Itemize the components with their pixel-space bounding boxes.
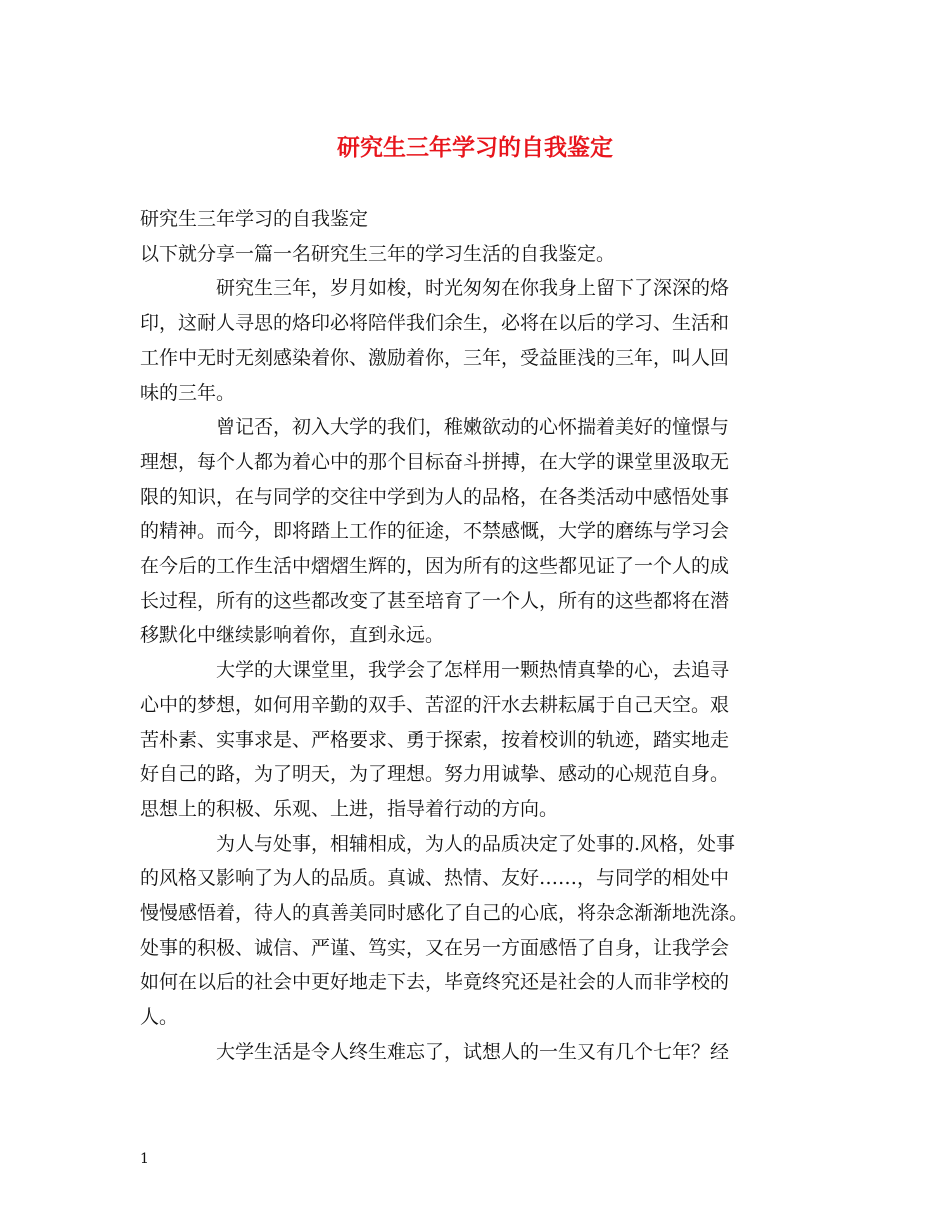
paragraph-3-line-2: 心中的梦想，如何用辛勤的双手、苦涩的汗水去耕耘属于自己天空。艰 (140, 693, 730, 716)
paragraph-3-line-4: 好自己的路，为了明天，为了理想。努力用诚挚、感动的心规范自身。 (140, 763, 730, 786)
paragraph-4-line-2: 的风格又影响了为人的品质。真诚、热情、友好……，与同学的相处中 (140, 867, 730, 890)
document-body (140, 202, 830, 1070)
paragraph-2-line-5: 在今后的工作生活中熠熠生辉的，因为所有的这些都见证了一个人的成 (140, 555, 730, 578)
paragraph-2-line-6: 长过程，所有的这些都改变了甚至培育了一个人，所有的这些都将在潜 (140, 589, 730, 612)
paragraph-3-line-3: 苦朴素、实事求是、严格要求、勇于探索，按着校训的轨迹，踏实地走 (140, 728, 730, 751)
paragraph-2-line-1: 曾记否，初入大学的我们，稚嫩欲动的心怀揣着美好的憧憬与 (216, 416, 730, 439)
paragraph-3-line-1: 大学的大课堂里，我学会了怎样用一颗热情真挚的心，去追寻 (216, 659, 730, 682)
paragraph-2-line-3: 限的知识，在与同学的交往中学到为人的品格，在各类活动中感悟处事 (140, 485, 730, 508)
paragraph-1-line-3: 工作中无时无刻感染着你、激励着你，三年，受益匪浅的三年，叫人回 (140, 346, 730, 369)
paragraph-4-line-4: 处事的积极、诚信、严谨、笃实，又在另一方面感悟了自身，让我学会 (140, 936, 730, 959)
page-number: 1 (140, 1151, 149, 1167)
paragraph-1-line-1: 研究生三年，岁月如梭，时光匆匆在你我身上留下了深深的烙 (216, 277, 730, 300)
paragraph-1-line-2: 印，这耐人寻思的烙印必将陪伴我们余生，必将在以后的学习、生活和 (140, 312, 730, 335)
paragraph-1-line-4: 味的三年。 (140, 381, 236, 404)
paragraph-3-line-5: 思想上的积极、乐观、上进，指导着行动的方向。 (140, 797, 559, 820)
paragraph-4-line-1: 为人与处事，相辅相成，为人的品质决定了处事的.风格，处事 (216, 832, 736, 855)
intro-line: 以下就分享一篇一名研究生三年的学习生活的自我鉴定。 (140, 242, 616, 265)
subtitle-line: 研究生三年学习的自我鉴定 (140, 208, 369, 230)
paragraph-4-line-5: 如何在以后的社会中更好地走下去，毕竟终究还是社会的人而非学校的 (140, 971, 730, 994)
paragraph-2-line-7: 移默化中继续影响着你，直到永远。 (140, 624, 445, 647)
paragraph-2-line-2: 理想，每个人都为着心中的那个目标奋斗拼搏，在大学的课堂里汲取无 (140, 450, 730, 473)
paragraph-4-line-6: 人。 (140, 1006, 179, 1029)
document-title: 研究生三年学习的自我鉴定 (337, 134, 613, 161)
paragraph-2-line-4: 的精神。而今，即将踏上工作的征途，不禁感慨，大学的磨练与学习会 (140, 520, 730, 543)
paragraph-5-line-1: 大学生活是令人终生难忘了，试想人的一生又有几个七年？经 (216, 1040, 730, 1063)
paragraph-4-line-3: 慢慢感悟着，待人的真善美同时感化了自己的心底，将杂念渐渐地洗涤。 (140, 902, 749, 925)
